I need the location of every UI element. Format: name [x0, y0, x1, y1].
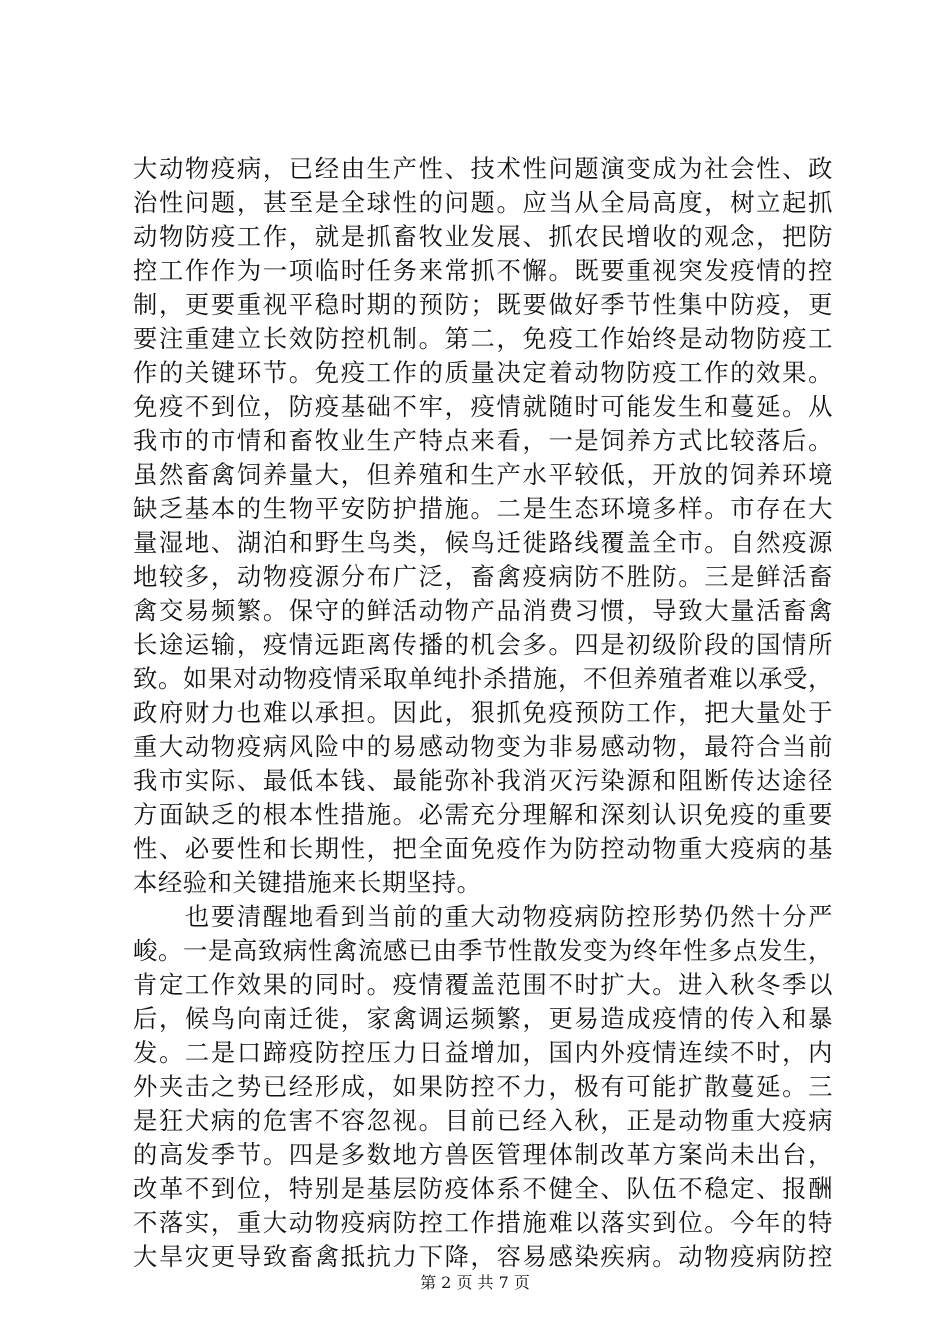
text-line: 控工作作为一项临时任务来常抓不懈。既要重视突发疫情的控	[133, 256, 833, 285]
text-line: 大动物疫病，已经由生产性、技术性问题演变成为社会性、政	[133, 154, 833, 183]
text-line: 虽然畜禽饲养量大，但养殖和生产水平较低，开放的饲养环境	[133, 460, 833, 489]
text-line: 我市实际、最低本钱、最能弥补我消灭污染源和阻断传达途径	[133, 766, 833, 795]
paragraph	[133, 900, 833, 1274]
text-line: 要注重建立长效防控机制。第二，免疫工作始终是动物防疫工	[133, 324, 833, 353]
text-line: 禽交易频繁。保守的鲜活动物产品消费习惯，导致大量活畜禽	[133, 596, 833, 625]
text-line: 制，更要重视平稳时期的预防；既要做好季节性集中防疫，更	[133, 290, 833, 319]
text-line: 量湿地、湖泊和野生鸟类，候鸟迁徙路线覆盖全市。自然疫源	[133, 528, 833, 557]
paragraph	[133, 152, 833, 900]
text-line: 峻。一是高致病性禽流感已由季节性散发变为终年性多点发生，	[133, 936, 833, 965]
text-line: 大旱灾更导致畜禽抵抗力下降，容易感染疾病。动物疫病防控	[133, 1242, 833, 1271]
text-line: 外夹击之势已经形成，如果防控不力，极有可能扩散蔓延。三	[133, 1072, 833, 1101]
text-line: 不落实，重大动物疫病防控工作措施难以落实到位。今年的特	[133, 1208, 833, 1237]
text-line: 长途运输，疫情远距离传播的机会多。四是初级阶段的国情所	[133, 630, 833, 659]
text-line: 肯定工作效果的同时。疫情覆盖范围不时扩大。进入秋冬季以	[133, 970, 833, 999]
text-line: 地较多，动物疫源分布广泛，畜禽疫病防不胜防。三是鲜活畜	[133, 562, 833, 591]
text-line: 我市的市情和畜牧业生产特点来看，一是饲养方式比较落后。	[133, 426, 833, 455]
text-line: 是狂犬病的危害不容忽视。目前已经入秋，正是动物重大疫病	[133, 1106, 833, 1135]
page-footer: 第 2 页 共 7 页	[420, 1273, 530, 1292]
text-line: 也要清醒地看到当前的重大动物疫病防控形势仍然十分严	[133, 902, 833, 931]
text-line: 治性问题，甚至是全球性的问题。应当从全局高度，树立起抓	[133, 188, 833, 217]
text-line: 重大动物疫病风险中的易感动物变为非易感动物，最符合当前	[133, 732, 833, 761]
text-line: 方面缺乏的根本性措施。必需充分理解和深刻认识免疫的重要	[133, 800, 833, 829]
text-line: 致。如果对动物疫情采取单纯扑杀措施，不但养殖者难以承受，	[133, 664, 833, 693]
text-line: 性、必要性和长期性，把全面免疫作为防控动物重大疫病的基	[133, 834, 833, 863]
text-line: 后，候鸟向南迁徙，家禽调运频繁，更易造成疫情的传入和暴	[133, 1004, 833, 1033]
text-line: 改革不到位，特别是基层防疫体系不健全、队伍不稳定、报酬	[133, 1174, 833, 1203]
text-line: 作的关键环节。免疫工作的质量决定着动物防疫工作的效果。	[133, 358, 833, 387]
text-line: 本经验和关键措施来长期坚持。	[133, 868, 482, 897]
text-line: 缺乏基本的生物平安防护措施。二是生态环境多样。市存在大	[133, 494, 833, 523]
text-line: 的高发季节。四是多数地方兽医管理体制改革方案尚未出台，	[133, 1140, 833, 1169]
text-line: 免疫不到位，防疫基础不牢，疫情就随时可能发生和蔓延。从	[133, 392, 833, 421]
text-line: 动物防疫工作，就是抓畜牧业发展、抓农民增收的观念，把防	[133, 222, 833, 251]
text-line: 发。二是口蹄疫防控压力日益增加，国内外疫情连续不时，内	[133, 1038, 833, 1067]
body-text	[133, 152, 833, 1274]
text-line: 政府财力也难以承担。因此，狠抓免疫预防工作，把大量处于	[133, 698, 833, 727]
